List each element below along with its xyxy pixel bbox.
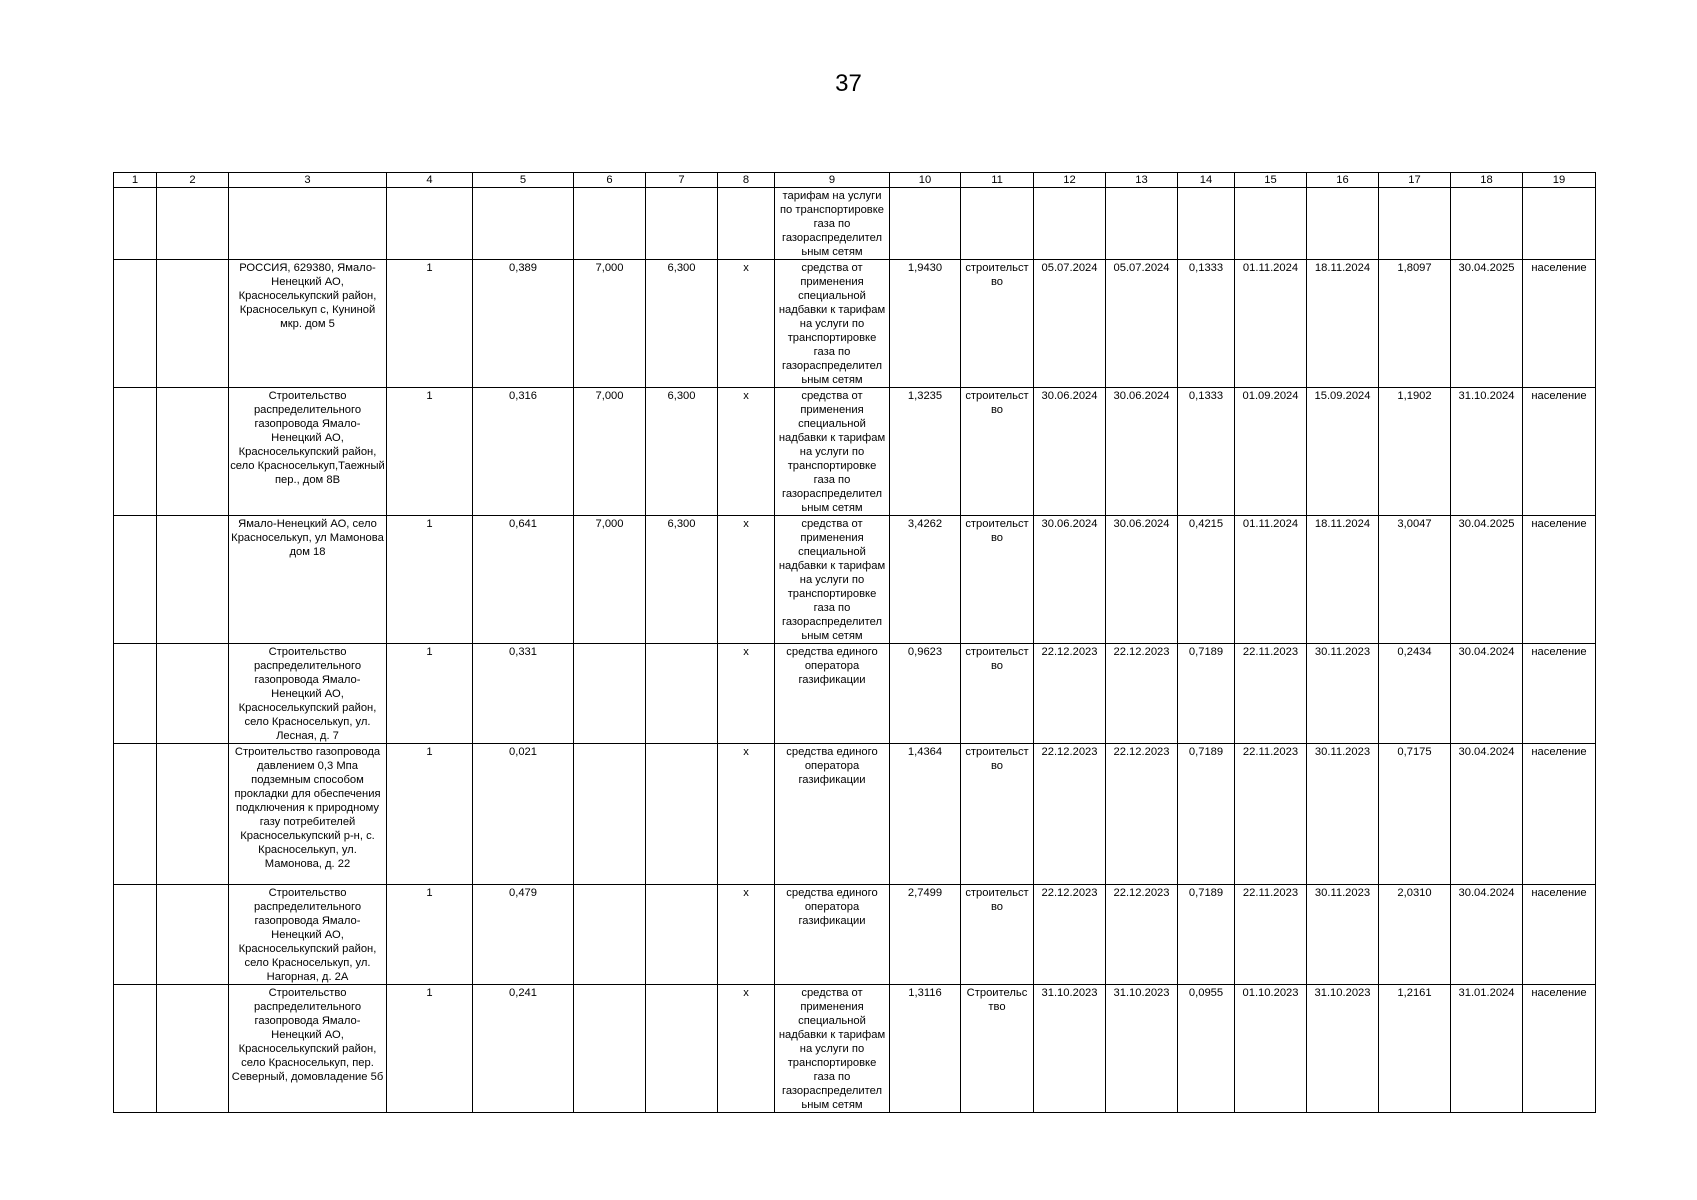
table-cell-col-17: 0,7175 — [1379, 744, 1451, 885]
table-row — [114, 388, 1596, 516]
table-cell-col-7: 6,300 — [646, 516, 718, 644]
table-cell-col-10: 1,4364 — [890, 744, 961, 885]
column-header: 2 — [157, 173, 229, 188]
column-header: 1 — [114, 173, 157, 188]
column-header: 19 — [1523, 173, 1596, 188]
table-cell-col-14: 0,1333 — [1178, 260, 1235, 388]
table-cell-col-14: 0,7189 — [1178, 644, 1235, 744]
table-cell-col-16: 15.09.2024 — [1307, 388, 1379, 516]
table-cell-col-11: Строительс тво — [961, 985, 1034, 1113]
table-cell-col-9: средства от применения специальной надбавки к тарифам на услуги по транспортировке газа по газораспределител ьным сетям — [775, 388, 890, 516]
table-cell-col-18: 30.04.2024 — [1451, 644, 1523, 744]
table-cell-col-5: 0,241 — [473, 985, 574, 1113]
column-header: 9 — [775, 173, 890, 188]
table-cell-col-5: 0,389 — [473, 260, 574, 388]
table-cell-col-19: население — [1523, 388, 1596, 516]
table-cell-col-5 — [473, 188, 574, 260]
table-cell-col-12: 30.06.2024 — [1034, 388, 1106, 516]
table-row — [114, 644, 1596, 744]
table-cell-col-17: 1,1902 — [1379, 388, 1451, 516]
table-cell-col-7 — [646, 188, 718, 260]
table-cell-col-2 — [157, 388, 229, 516]
table-cell-col-6 — [574, 744, 646, 885]
table-cell-col-12: 22.12.2023 — [1034, 885, 1106, 985]
table-cell-col-18: 30.04.2025 — [1451, 260, 1523, 388]
table-cell-col-9: средства от применения специальной надбавки к тарифам на услуги по транспортировке газа по газораспределител ьным сетям — [775, 516, 890, 644]
column-header: 18 — [1451, 173, 1523, 188]
table-cell-col-1 — [114, 516, 157, 644]
table-cell-col-3: Строительство распределительного газопровода Ямало-Ненецкий АО, Красноселькупский район, село Красноселькуп, пер. Северный, домовладение 5б — [229, 985, 387, 1113]
table-cell-col-3: Ямало-Ненецкий АО, село Красноселькуп, ул Мамонова дом 18 — [229, 516, 387, 644]
table-cell-col-9: средства единого оператора газификации — [775, 744, 890, 885]
table-row — [114, 516, 1596, 644]
table-cell-col-13: 22.12.2023 — [1106, 885, 1178, 985]
table-cell-col-2 — [157, 260, 229, 388]
column-header: 8 — [718, 173, 775, 188]
table-cell-col-11: строительст во — [961, 644, 1034, 744]
table-cell-col-16: 31.10.2023 — [1307, 985, 1379, 1113]
table-cell-col-18: 30.04.2025 — [1451, 516, 1523, 644]
table-cell-col-12: 22.12.2023 — [1034, 644, 1106, 744]
table-cell-col-13: 30.06.2024 — [1106, 516, 1178, 644]
table-cell-col-19: население — [1523, 260, 1596, 388]
table-cell-col-8: x — [718, 388, 775, 516]
table-cell-col-10: 1,9430 — [890, 260, 961, 388]
table-cell-col-11: строительст во — [961, 744, 1034, 885]
column-header: 3 — [229, 173, 387, 188]
table-cell-col-9: средства от применения специальной надбавки к тарифам на услуги по транспортировке газа по газораспределител ьным сетям — [775, 260, 890, 388]
column-header: 14 — [1178, 173, 1235, 188]
table-cell-col-17: 0,2434 — [1379, 644, 1451, 744]
table-cell-col-4: 1 — [387, 885, 473, 985]
page-number: 37 — [835, 70, 862, 97]
table-cell-col-10 — [890, 188, 961, 260]
table-cell-col-8: x — [718, 985, 775, 1113]
table-cell-col-16 — [1307, 188, 1379, 260]
table-row — [114, 985, 1596, 1113]
column-header: 15 — [1235, 173, 1307, 188]
table-cell-col-18: 30.04.2024 — [1451, 744, 1523, 885]
table-cell-col-3 — [229, 188, 387, 260]
table-cell-col-17: 3,0047 — [1379, 516, 1451, 644]
table-cell-col-19: население — [1523, 516, 1596, 644]
table-cell-col-14: 0,4215 — [1178, 516, 1235, 644]
table-cell-col-7 — [646, 885, 718, 985]
table-cell-col-17: 2,0310 — [1379, 885, 1451, 985]
table-cell-col-2 — [157, 885, 229, 985]
column-header: 16 — [1307, 173, 1379, 188]
table-cell-col-4: 1 — [387, 260, 473, 388]
table-cell-col-18: 31.10.2024 — [1451, 388, 1523, 516]
table-cell-col-11: строительст во — [961, 885, 1034, 985]
column-header: 4 — [387, 173, 473, 188]
table-cell-col-10: 0,9623 — [890, 644, 961, 744]
table-cell-col-12 — [1034, 188, 1106, 260]
table-cell-col-10: 1,3235 — [890, 388, 961, 516]
table-cell-col-5: 0,641 — [473, 516, 574, 644]
table-cell-col-15: 22.11.2023 — [1235, 885, 1307, 985]
table-cell-col-13: 31.10.2023 — [1106, 985, 1178, 1113]
table-cell-col-8: x — [718, 744, 775, 885]
table-cell-col-14: 0,1333 — [1178, 388, 1235, 516]
table-cell-col-6: 7,000 — [574, 260, 646, 388]
table-cell-col-19: население — [1523, 885, 1596, 985]
table-cell-col-1 — [114, 885, 157, 985]
table-cell-col-1 — [114, 260, 157, 388]
table-cell-col-3: Строительство газопровода давлением 0,3 Мпа подземным способом прокладки для обеспечения подключения к природному газу потребителей Красноселькупский р-н, с. Красноселькуп, ул. Мамонова, д. 22 — [229, 744, 387, 885]
table-cell-col-11: строительст во — [961, 260, 1034, 388]
table-cell-col-17 — [1379, 188, 1451, 260]
table-cell-col-2 — [157, 644, 229, 744]
table-cell-col-3: Строительство распределительного газопровода Ямало-Ненецкий АО, Красноселькупский район, село Красноселькуп, ул. Нагорная, д. 2А — [229, 885, 387, 985]
table-cell-col-5: 0,316 — [473, 388, 574, 516]
table-cell-col-13: 22.12.2023 — [1106, 744, 1178, 885]
table-cell-col-14: 0,0955 — [1178, 985, 1235, 1113]
table-cell-col-14: 0,7189 — [1178, 885, 1235, 985]
table-cell-col-15: 22.11.2023 — [1235, 644, 1307, 744]
table-cell-col-1 — [114, 388, 157, 516]
table-cell-col-4 — [387, 188, 473, 260]
table-cell-col-6: 7,000 — [574, 388, 646, 516]
table-cell-col-6 — [574, 644, 646, 744]
column-header: 7 — [646, 173, 718, 188]
table-cell-col-16: 30.11.2023 — [1307, 744, 1379, 885]
column-header: 10 — [890, 173, 961, 188]
table-cell-col-6 — [574, 985, 646, 1113]
column-header: 13 — [1106, 173, 1178, 188]
table-cell-col-6 — [574, 885, 646, 985]
table-cell-col-17: 1,8097 — [1379, 260, 1451, 388]
table-cell-col-16: 18.11.2024 — [1307, 516, 1379, 644]
table-cell-col-12: 30.06.2024 — [1034, 516, 1106, 644]
table-cell-col-18 — [1451, 188, 1523, 260]
table-cell-col-16: 30.11.2023 — [1307, 885, 1379, 985]
table-cell-col-5: 0,021 — [473, 744, 574, 885]
table-cell-col-13: 30.06.2024 — [1106, 388, 1178, 516]
table-cell-col-19: население — [1523, 744, 1596, 885]
table-cell-col-2 — [157, 985, 229, 1113]
table-cell-col-9: средства от применения специальной надбавки к тарифам на услуги по транспортировке газа по газораспределител ьным сетям — [775, 985, 890, 1113]
table-cell-col-10: 3,4262 — [890, 516, 961, 644]
table-cell-col-11: строительст во — [961, 516, 1034, 644]
table-cell-col-7: 6,300 — [646, 260, 718, 388]
table-cell-col-7 — [646, 644, 718, 744]
table-cell-col-9: средства единого оператора газификации — [775, 644, 890, 744]
table-cell-col-8: x — [718, 885, 775, 985]
table-cell-col-15: 01.10.2023 — [1235, 985, 1307, 1113]
table-cell-col-12: 22.12.2023 — [1034, 744, 1106, 885]
table-cell-col-7: 6,300 — [646, 388, 718, 516]
column-number-row — [114, 173, 1596, 188]
table-cell-col-15: 01.11.2024 — [1235, 260, 1307, 388]
table-cell-col-8: x — [718, 260, 775, 388]
column-header: 5 — [473, 173, 574, 188]
table-cell-col-12: 05.07.2024 — [1034, 260, 1106, 388]
table-cell-col-4: 1 — [387, 388, 473, 516]
table-cell-col-13: 05.07.2024 — [1106, 260, 1178, 388]
table-body — [114, 188, 1596, 1113]
table-cell-col-17: 1,2161 — [1379, 985, 1451, 1113]
table-cell-col-13 — [1106, 188, 1178, 260]
table-cell-col-18: 30.04.2024 — [1451, 885, 1523, 985]
table-cell-col-9: средства единого оператора газификации — [775, 885, 890, 985]
table-cell-col-12: 31.10.2023 — [1034, 985, 1106, 1113]
table-cell-col-3: Строительство распределительного газопровода Ямало-Ненецкий АО, Красноселькупский район, село Красноселькуп,Таежный пер., дом 8В — [229, 388, 387, 516]
table-cell-col-18: 31.01.2024 — [1451, 985, 1523, 1113]
table-cell-col-1 — [114, 644, 157, 744]
table-cell-col-3: РОССИЯ, 629380, Ямало-Ненецкий АО, Красноселькупский район, Красноселькуп с, Куниной мкр. дом 5 — [229, 260, 387, 388]
table-cell-col-16: 18.11.2024 — [1307, 260, 1379, 388]
table-cell-col-5: 0,479 — [473, 885, 574, 985]
table-cell-col-2 — [157, 516, 229, 644]
table-cell-col-14 — [1178, 188, 1235, 260]
table-cell-col-2 — [157, 188, 229, 260]
table-cell-col-1 — [114, 985, 157, 1113]
table-cell-col-4: 1 — [387, 744, 473, 885]
table-cell-col-15: 01.11.2024 — [1235, 516, 1307, 644]
table-cell-col-15: 01.09.2024 — [1235, 388, 1307, 516]
table-cell-col-10: 1,3116 — [890, 985, 961, 1113]
table-cell-col-2 — [157, 744, 229, 885]
table-cell-col-13: 22.12.2023 — [1106, 644, 1178, 744]
table-cell-col-3: Строительство распределительного газопровода Ямало-Ненецкий АО, Красноселькупский район, село Красноселькуп, ул. Лесная, д. 7 — [229, 644, 387, 744]
table-cell-col-8 — [718, 188, 775, 260]
table-cell-col-1 — [114, 188, 157, 260]
table-cell-col-4: 1 — [387, 985, 473, 1113]
table-cell-col-1 — [114, 744, 157, 885]
table-cell-col-16: 30.11.2023 — [1307, 644, 1379, 744]
table-cell-col-19: население — [1523, 985, 1596, 1113]
table-row — [114, 885, 1596, 985]
table-cell-col-7 — [646, 985, 718, 1113]
table-cell-col-11: строительст во — [961, 388, 1034, 516]
column-header: 6 — [574, 173, 646, 188]
table-cell-col-8: x — [718, 644, 775, 744]
table-cell-col-4: 1 — [387, 644, 473, 744]
table-row — [114, 260, 1596, 388]
table-cell-col-8: x — [718, 516, 775, 644]
investment-program-table — [113, 172, 1596, 1113]
table-cell-col-10: 2,7499 — [890, 885, 961, 985]
column-header: 11 — [961, 173, 1034, 188]
table-cell-col-15 — [1235, 188, 1307, 260]
table-cell-col-19 — [1523, 188, 1596, 260]
table-cell-col-9: тарифам на услуги по транспортировке газа по газораспределител ьным сетям — [775, 188, 890, 260]
table-cell-col-15: 22.11.2023 — [1235, 744, 1307, 885]
table-cell-col-4: 1 — [387, 516, 473, 644]
table-row — [114, 744, 1596, 885]
table-cell-col-19: население — [1523, 644, 1596, 744]
table-row — [114, 188, 1596, 260]
column-header: 17 — [1379, 173, 1451, 188]
table-cell-col-7 — [646, 744, 718, 885]
column-header: 12 — [1034, 173, 1106, 188]
table-cell-col-6: 7,000 — [574, 516, 646, 644]
table-cell-col-11 — [961, 188, 1034, 260]
table-cell-col-6 — [574, 188, 646, 260]
table-cell-col-14: 0,7189 — [1178, 744, 1235, 885]
table-cell-col-5: 0,331 — [473, 644, 574, 744]
